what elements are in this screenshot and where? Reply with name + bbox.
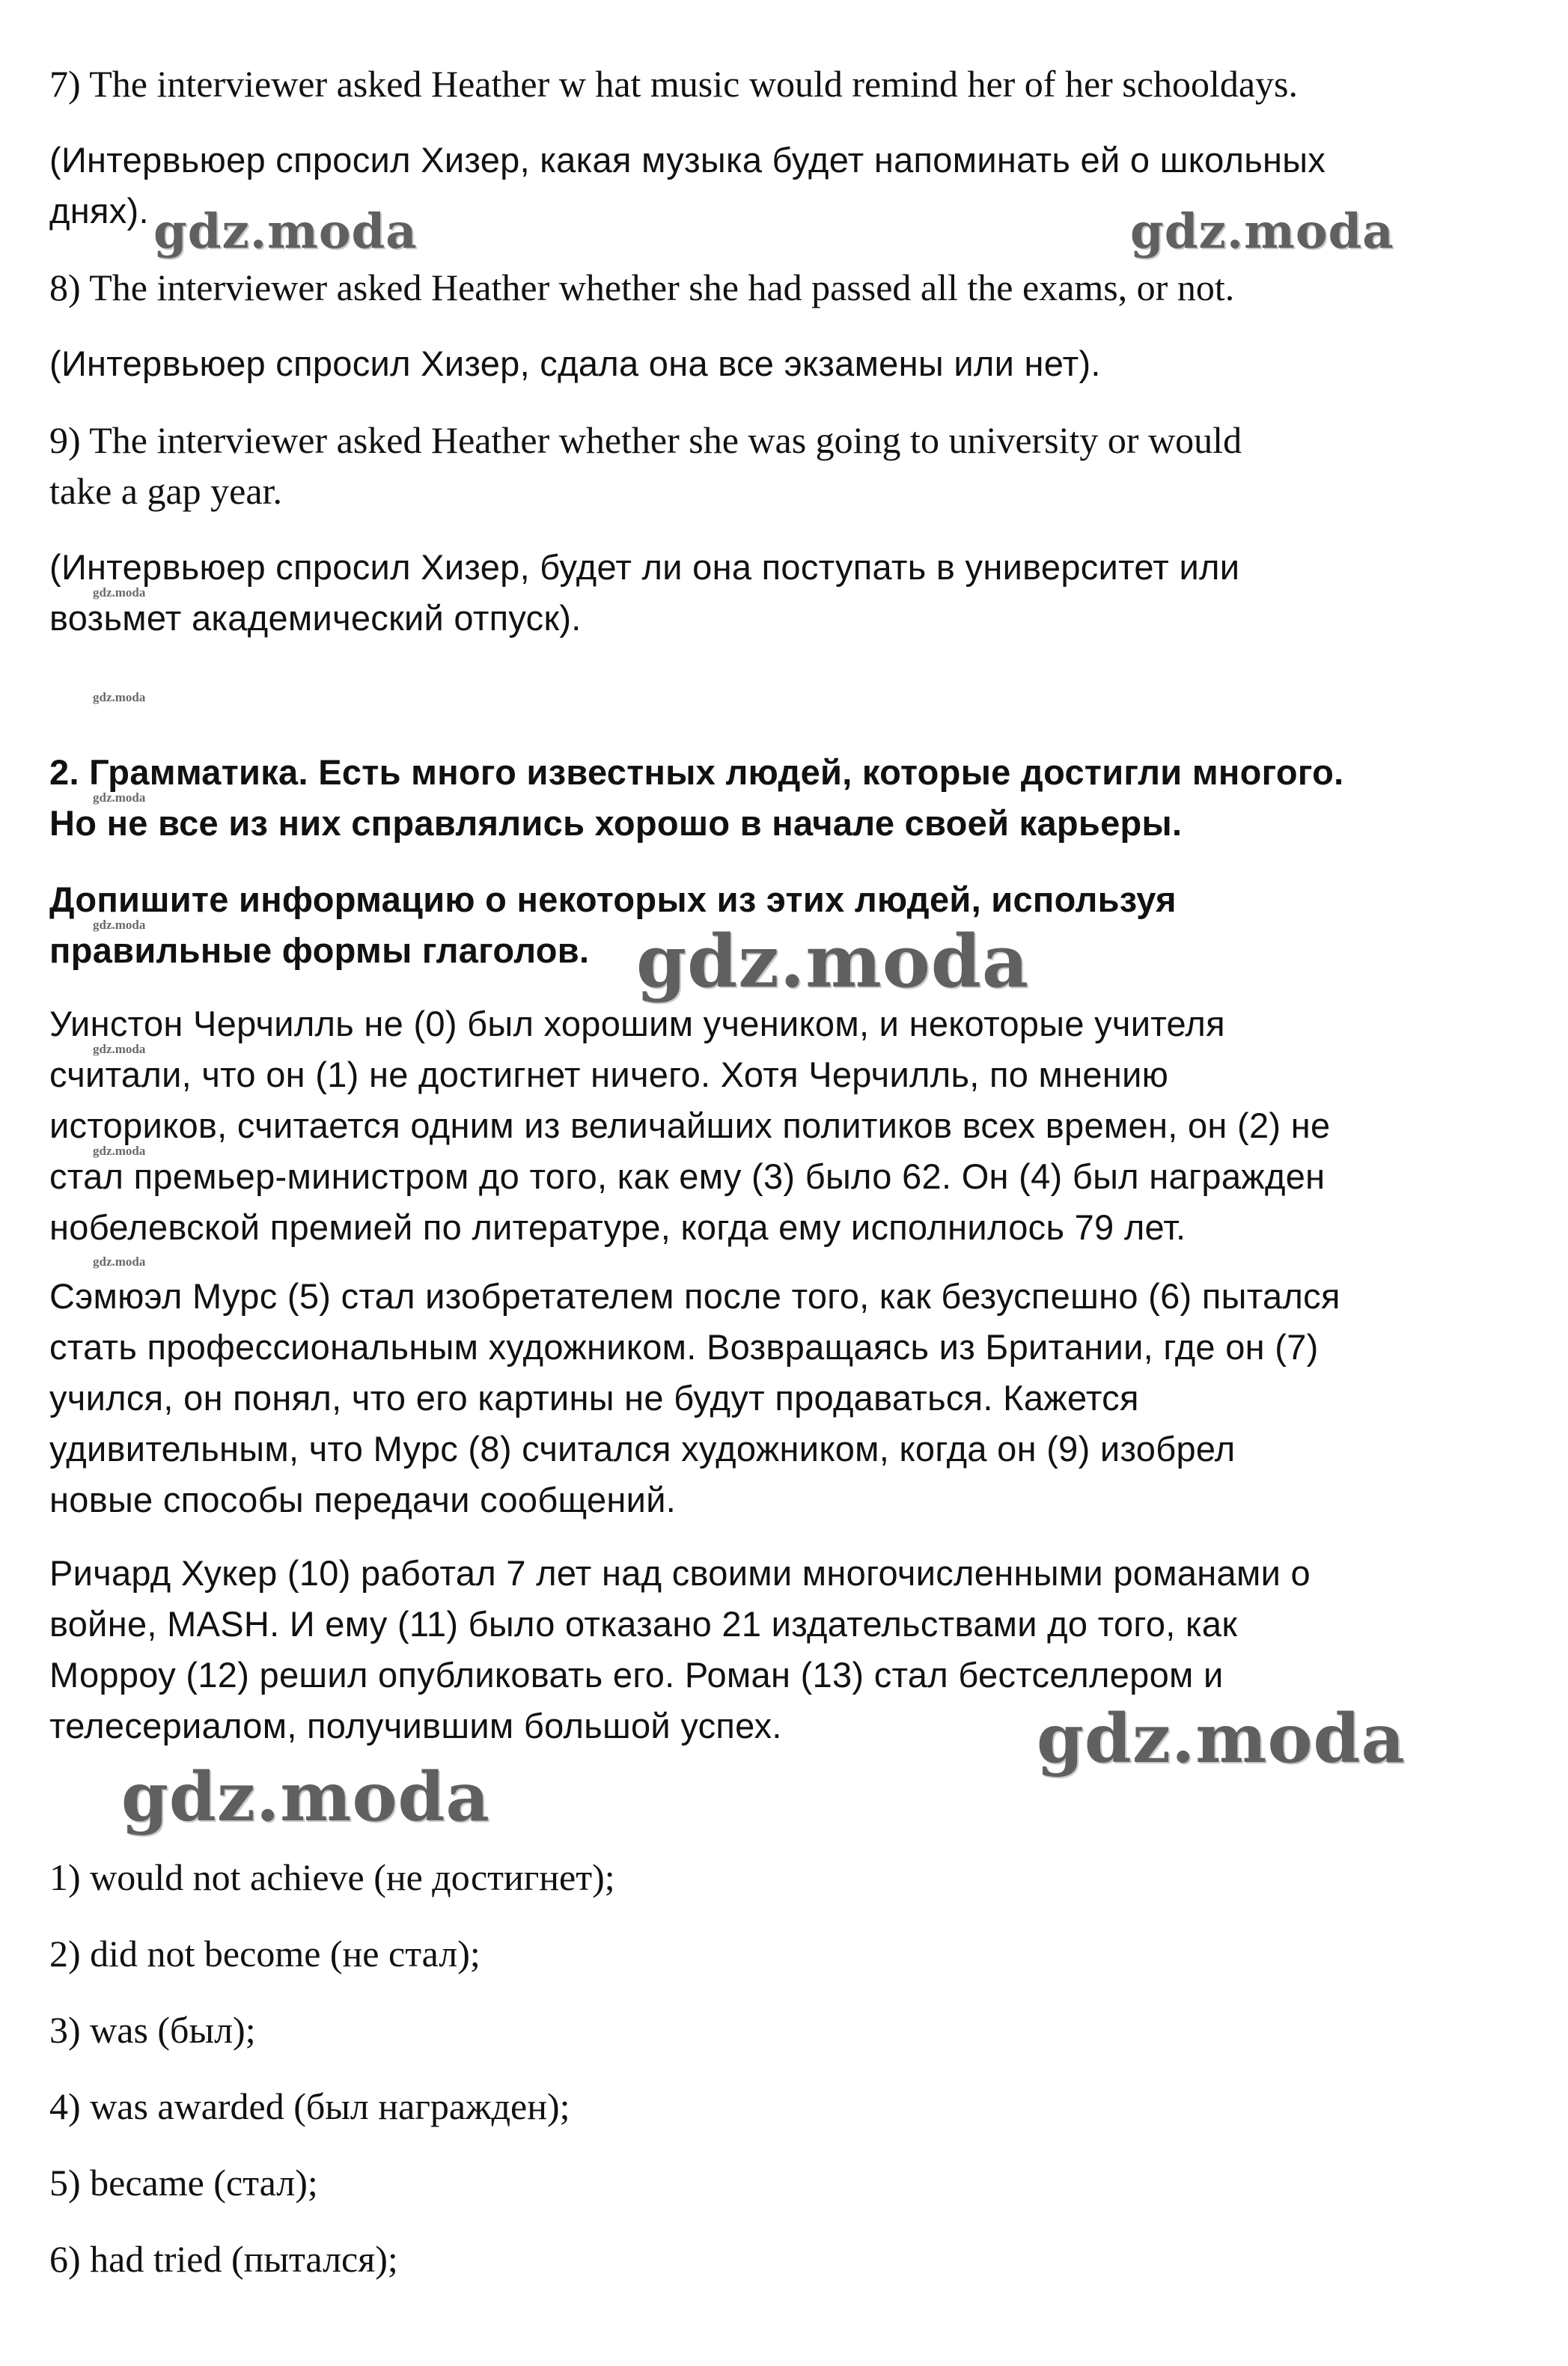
answer-3: 3) was (был); (49, 2009, 256, 2051)
task-instruction-line1: Допишите информацию о некоторых из этих людей, используя (49, 879, 1177, 919)
watermark-small: gdz.moda (93, 1042, 146, 1056)
answer-1: 1) would not achieve (не достигнет); (49, 1856, 615, 1898)
answer-4: 4) was awarded (был награжден); (49, 2085, 570, 2127)
answer-8-english: 8) The interviewer asked Heather whether she had passed all the exams, or not. (49, 266, 1235, 308)
watermark-logo: gdz.moda (636, 919, 1030, 1004)
watermark-small: gdz.moda (93, 790, 146, 805)
answer-9-translation-line2: возьмет академический отпуск). (49, 598, 582, 638)
paragraph3-line4: телесериалом, получившим большой успех. (49, 1706, 782, 1745)
paragraph3-line1: Ричард Хукер (10) работал 7 лет над своими многочисленными романами о (49, 1553, 1311, 1593)
paragraph2-line3: учился, он понял, что его картины не будут продаваться. Кажется (49, 1378, 1139, 1418)
watermark-small: gdz.moda (93, 690, 146, 704)
paragraph1-line3: историков, считается одним из величайших политиков всех времен, он (2) не (49, 1106, 1331, 1145)
paragraph1-line2: считали, что он (1) не достигнет ничего. Хотя Черчилль, по мнению (49, 1055, 1169, 1094)
task-instruction-line2: правильные формы глаголов. (49, 930, 590, 970)
task-heading-line2: Но не все из них справлялись хорошо в начале своей карьеры. (49, 803, 1183, 843)
watermark-small: gdz.moda (93, 1144, 146, 1158)
watermark-logo: gdz.moda (121, 1757, 490, 1837)
paragraph3-line3: Морроу (12) решил опубликовать его. Роман (13) стал бестселлером и (49, 1655, 1224, 1695)
answer-2: 2) did not become (не стал); (49, 1933, 481, 1975)
answer-6: 6) had tried (пытался); (49, 2238, 398, 2280)
answer-7-translation-line2: днях). (49, 191, 149, 231)
paragraph2-line5: новые способы передачи сообщений. (49, 1480, 677, 1519)
paragraph2-line2: стать профессиональным художником. Возвращаясь из Британии, где он (7) (49, 1327, 1319, 1367)
answer-9-translation-line1: (Интервьюер спросил Хизер, будет ли она поступать в университет или (49, 547, 1240, 587)
answer-8-translation: (Интервьюер спросил Хизер, сдала она все экзамены или нет). (49, 344, 1101, 383)
paragraph2-line4: удивительным, что Мурс (8) считался художником, когда он (9) изобрел (49, 1429, 1236, 1469)
watermark-small: gdz.moda (93, 918, 146, 932)
watermark-logo: gdz.moda (153, 204, 418, 260)
paragraph1-line1: Уинстон Черчилль не (0) был хорошим учеником, и некоторые учителя (49, 1004, 1225, 1043)
watermark-logo: gdz.moda (1130, 204, 1394, 260)
paragraph1-line4: стал премьер-министром до того, как ему (3) было 62. Он (4) был награжден (49, 1156, 1326, 1196)
answer-7-translation-line1: (Интервьюер спросил Хизер, какая музыка будет напоминать ей о школьных (49, 140, 1326, 180)
watermark-logo: gdz.moda (1037, 1699, 1406, 1778)
paragraph1-line5: нобелевской премией по литературе, когда ему исполнилось 79 лет. (49, 1207, 1186, 1247)
paragraph2-line1: Сэмюэл Мурс (5) стал изобретателем после того, как безуспешно (6) пытался (49, 1276, 1340, 1316)
paragraph3-line2: войне, MASH. И ему (11) было отказано 21 издательствами до того, как (49, 1604, 1238, 1644)
answer-5: 5) became (стал); (49, 2162, 318, 2204)
watermark-small: gdz.moda (93, 585, 146, 600)
answer-9-english-line1: 9) The interviewer asked Heather whether she was going to university or would (49, 419, 1242, 461)
task-heading-line1: 2. Грамматика. Есть много известных людей, которые достигли многого. (49, 752, 1344, 792)
watermark-small: gdz.moda (93, 1254, 146, 1269)
answer-7-english: 7) The interviewer asked Heather w hat music would remind her of her schooldays. (49, 63, 1298, 105)
answer-9-english-line2: take a gap year. (49, 470, 282, 512)
